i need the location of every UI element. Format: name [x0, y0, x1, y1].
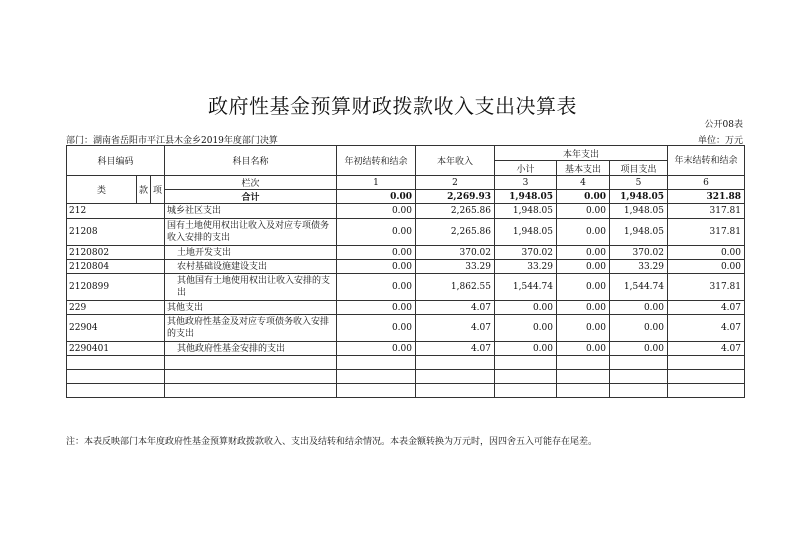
report-title: 政府性基金预算财政拨款收入支出决算表	[208, 94, 577, 118]
subject-name: 其他政府性基金安排的支出	[165, 342, 337, 356]
total-value: 0.00	[557, 190, 610, 204]
column-number: 4	[557, 176, 610, 190]
amount-cell: 317.81	[668, 274, 745, 301]
amount-cell: 0.00	[610, 301, 668, 315]
kuan-header: 款	[137, 176, 151, 204]
footnote: 注：本表反映部门本年度政府性基金预算财政拨款收入、支出及结转和结余情况。本表金额转换为万元时，因四舍五入可能存在尾差。	[66, 437, 598, 447]
amount-cell: 0.00	[337, 315, 416, 342]
basic-header: 基本支出	[557, 161, 610, 176]
amount-cell: 4.07	[416, 301, 495, 315]
budget-table	[66, 145, 745, 398]
amount-cell: 0.00	[495, 342, 557, 356]
subject-code: 2290401	[67, 342, 165, 356]
table-row	[67, 301, 745, 315]
empty-row	[67, 370, 745, 384]
total-value: 1,948.05	[495, 190, 557, 204]
column-number: 1	[337, 176, 416, 190]
amount-cell: 0.00	[557, 260, 610, 274]
table-row	[67, 342, 745, 356]
column-number: 3	[495, 176, 557, 190]
income-header: 本年收入	[416, 146, 495, 176]
amount-cell: 0.00	[557, 342, 610, 356]
total-value: 1,948.05	[610, 190, 668, 204]
subject-code: 229	[67, 301, 165, 315]
table-row	[67, 315, 745, 342]
amount-cell: 1,544.74	[610, 274, 668, 301]
subject-code-header: 科目编码	[67, 146, 165, 176]
subject-name: 城乡社区支出	[165, 204, 337, 219]
total-value: 0.00	[337, 190, 416, 204]
subject-name: 农村基础设施建设支出	[165, 260, 337, 274]
amount-cell: 0.00	[337, 219, 416, 246]
carryover-end-header: 年末结转和结余	[668, 146, 745, 176]
carryover-begin-header: 年初结转和结余	[337, 146, 416, 176]
subject-name: 国有土地使用权出让收入及对应专项债务收入安排的支出	[165, 219, 337, 246]
subject-code: 2120899	[67, 274, 165, 301]
amount-cell: 1,862.55	[416, 274, 495, 301]
amount-cell: 1,948.05	[610, 204, 668, 219]
amount-cell: 370.02	[495, 246, 557, 260]
lei-header: 类	[67, 176, 137, 204]
table-row	[67, 274, 745, 301]
amount-cell: 0.00	[337, 204, 416, 219]
amount-cell: 0.00	[557, 315, 610, 342]
subject-code: 2120804	[67, 260, 165, 274]
subject-name: 其他支出	[165, 301, 337, 315]
amount-cell: 1,948.05	[495, 219, 557, 246]
amount-cell: 4.07	[668, 315, 745, 342]
amount-cell: 33.29	[495, 260, 557, 274]
xiang-header: 项	[151, 176, 165, 204]
subject-name: 其他政府性基金及对应专项债务收入安排的支出	[165, 315, 337, 342]
table-row	[67, 219, 745, 246]
project-header: 项目支出	[610, 161, 668, 176]
amount-cell: 0.00	[557, 246, 610, 260]
column-label: 栏次	[165, 176, 337, 190]
amount-cell: 0.00	[668, 260, 745, 274]
table-row	[67, 204, 745, 219]
subject-name: 其他国有土地使用权出让收入安排的支出	[165, 274, 337, 301]
subtotal-header: 小计	[495, 161, 557, 176]
column-number: 6	[668, 176, 745, 190]
amount-cell: 0.00	[557, 274, 610, 301]
total-value: 321.88	[668, 190, 745, 204]
total-label: 合计	[165, 190, 337, 204]
amount-cell: 33.29	[416, 260, 495, 274]
amount-cell: 0.00	[668, 246, 745, 260]
unit-label: 单位：万元	[697, 136, 743, 146]
column-number: 5	[610, 176, 668, 190]
amount-cell: 0.00	[337, 260, 416, 274]
department-label: 部门：湖南省岳阳市平江县木金乡2019年度部门决算	[66, 136, 278, 146]
total-value: 2,269.93	[416, 190, 495, 204]
form-number: 公开08表	[704, 120, 743, 130]
amount-cell: 0.00	[557, 301, 610, 315]
expenditure-header: 本年支出	[495, 146, 668, 161]
amount-cell: 0.00	[337, 246, 416, 260]
subject-code: 212	[67, 204, 165, 219]
subject-code: 2120802	[67, 246, 165, 260]
subject-code: 21208	[67, 219, 165, 246]
amount-cell: 0.00	[557, 219, 610, 246]
amount-cell: 0.00	[610, 342, 668, 356]
amount-cell: 2,265.86	[416, 219, 495, 246]
amount-cell: 0.00	[495, 301, 557, 315]
amount-cell: 0.00	[610, 315, 668, 342]
amount-cell: 4.07	[668, 301, 745, 315]
amount-cell: 1,948.05	[610, 219, 668, 246]
amount-cell: 370.02	[416, 246, 495, 260]
table-row	[67, 260, 745, 274]
amount-cell: 2,265.86	[416, 204, 495, 219]
amount-cell: 0.00	[495, 315, 557, 342]
amount-cell: 4.07	[668, 342, 745, 356]
table-body	[67, 204, 745, 398]
subject-name-header: 科目名称	[165, 146, 337, 176]
subject-code: 22904	[67, 315, 165, 342]
amount-cell: 0.00	[337, 301, 416, 315]
amount-cell: 4.07	[416, 315, 495, 342]
empty-row	[67, 384, 745, 398]
amount-cell: 317.81	[668, 219, 745, 246]
subject-name: 土地开发支出	[165, 246, 337, 260]
amount-cell: 317.81	[668, 204, 745, 219]
amount-cell: 0.00	[337, 274, 416, 301]
amount-cell: 1,948.05	[495, 204, 557, 219]
amount-cell: 1,544.74	[495, 274, 557, 301]
amount-cell: 0.00	[337, 342, 416, 356]
amount-cell: 4.07	[416, 342, 495, 356]
amount-cell: 370.02	[610, 246, 668, 260]
amount-cell: 0.00	[557, 204, 610, 219]
column-number: 2	[416, 176, 495, 190]
table-row	[67, 246, 745, 260]
empty-row	[67, 356, 745, 370]
amount-cell: 33.29	[610, 260, 668, 274]
